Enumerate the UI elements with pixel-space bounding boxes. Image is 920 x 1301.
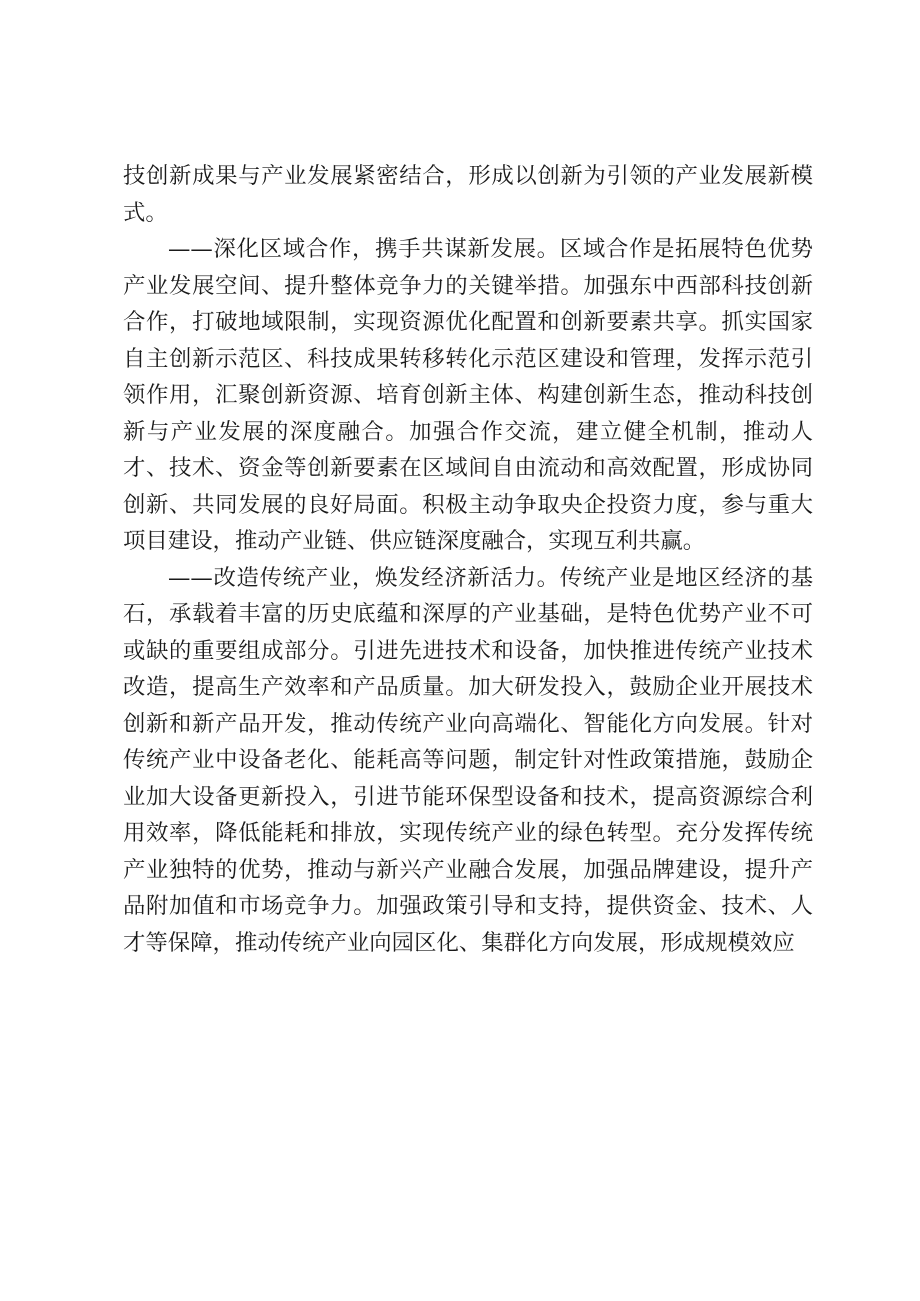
paragraph-regional-cooperation: ——深化区域合作，携手共谋新发展。区域合作是拓展特色优势产业发展空间、提升整体竞争力的关键举措。加强东中西部科技创新合作，打破地域限制，实现资源优化配置和创新要素共享。抓实国家自主创新示范区、科技成果转移转化示范区建设和管理，发挥示范引领作用，汇聚创新资源、培育创新主体、构建创新生态，推动科技创新与产业发展的深度融合。加强合作交流，建立健全机制，推动人才、技术、资金等创新要素在区域间自由流动和高效配置，形成协同创新、共同发展的良好局面。积极主动争取央企投资力度，参与重大项目建设，推动产业链、供应链深度融合，实现互利共赢。 xyxy=(123,236,813,554)
paragraph-traditional-industry: ——改造传统产业，焕发经济新活力。传统产业是地区经济的基石，承载着丰富的历史底蕴和深厚的产业基础，是特色优势产业不可或缺的重要组成部分。引进先进技术和设备，加快推进传统产业技术改造，提高生产效率和产品质量。加大研发投入，鼓励企业开展技术创新和新产品开发，推动传统产业向高端化、智能化方向发展。针对传统产业中设备老化、能耗高等问题，制定针对性政策措施，鼓励企业加大设备更新投入，引进节能环保型设备和技术，提高资源综合利用效率，降低能耗和排放，实现传统产业的绿色转型。充分发挥传统产业独特的优势，推动与新兴产业融合发展，加强品牌建设，提升产品附加值和市场竞争力。加强政策引导和支持，提供资金、技术、人才等保障，推动传统产业向园区化、集群化方向发展，形成规模效应 xyxy=(123,564,813,956)
body-text xyxy=(123,158,813,961)
paragraph-continuation: 技创新成果与产业发展紧密结合，形成以创新为引领的产业发展新模式。 xyxy=(123,163,813,226)
